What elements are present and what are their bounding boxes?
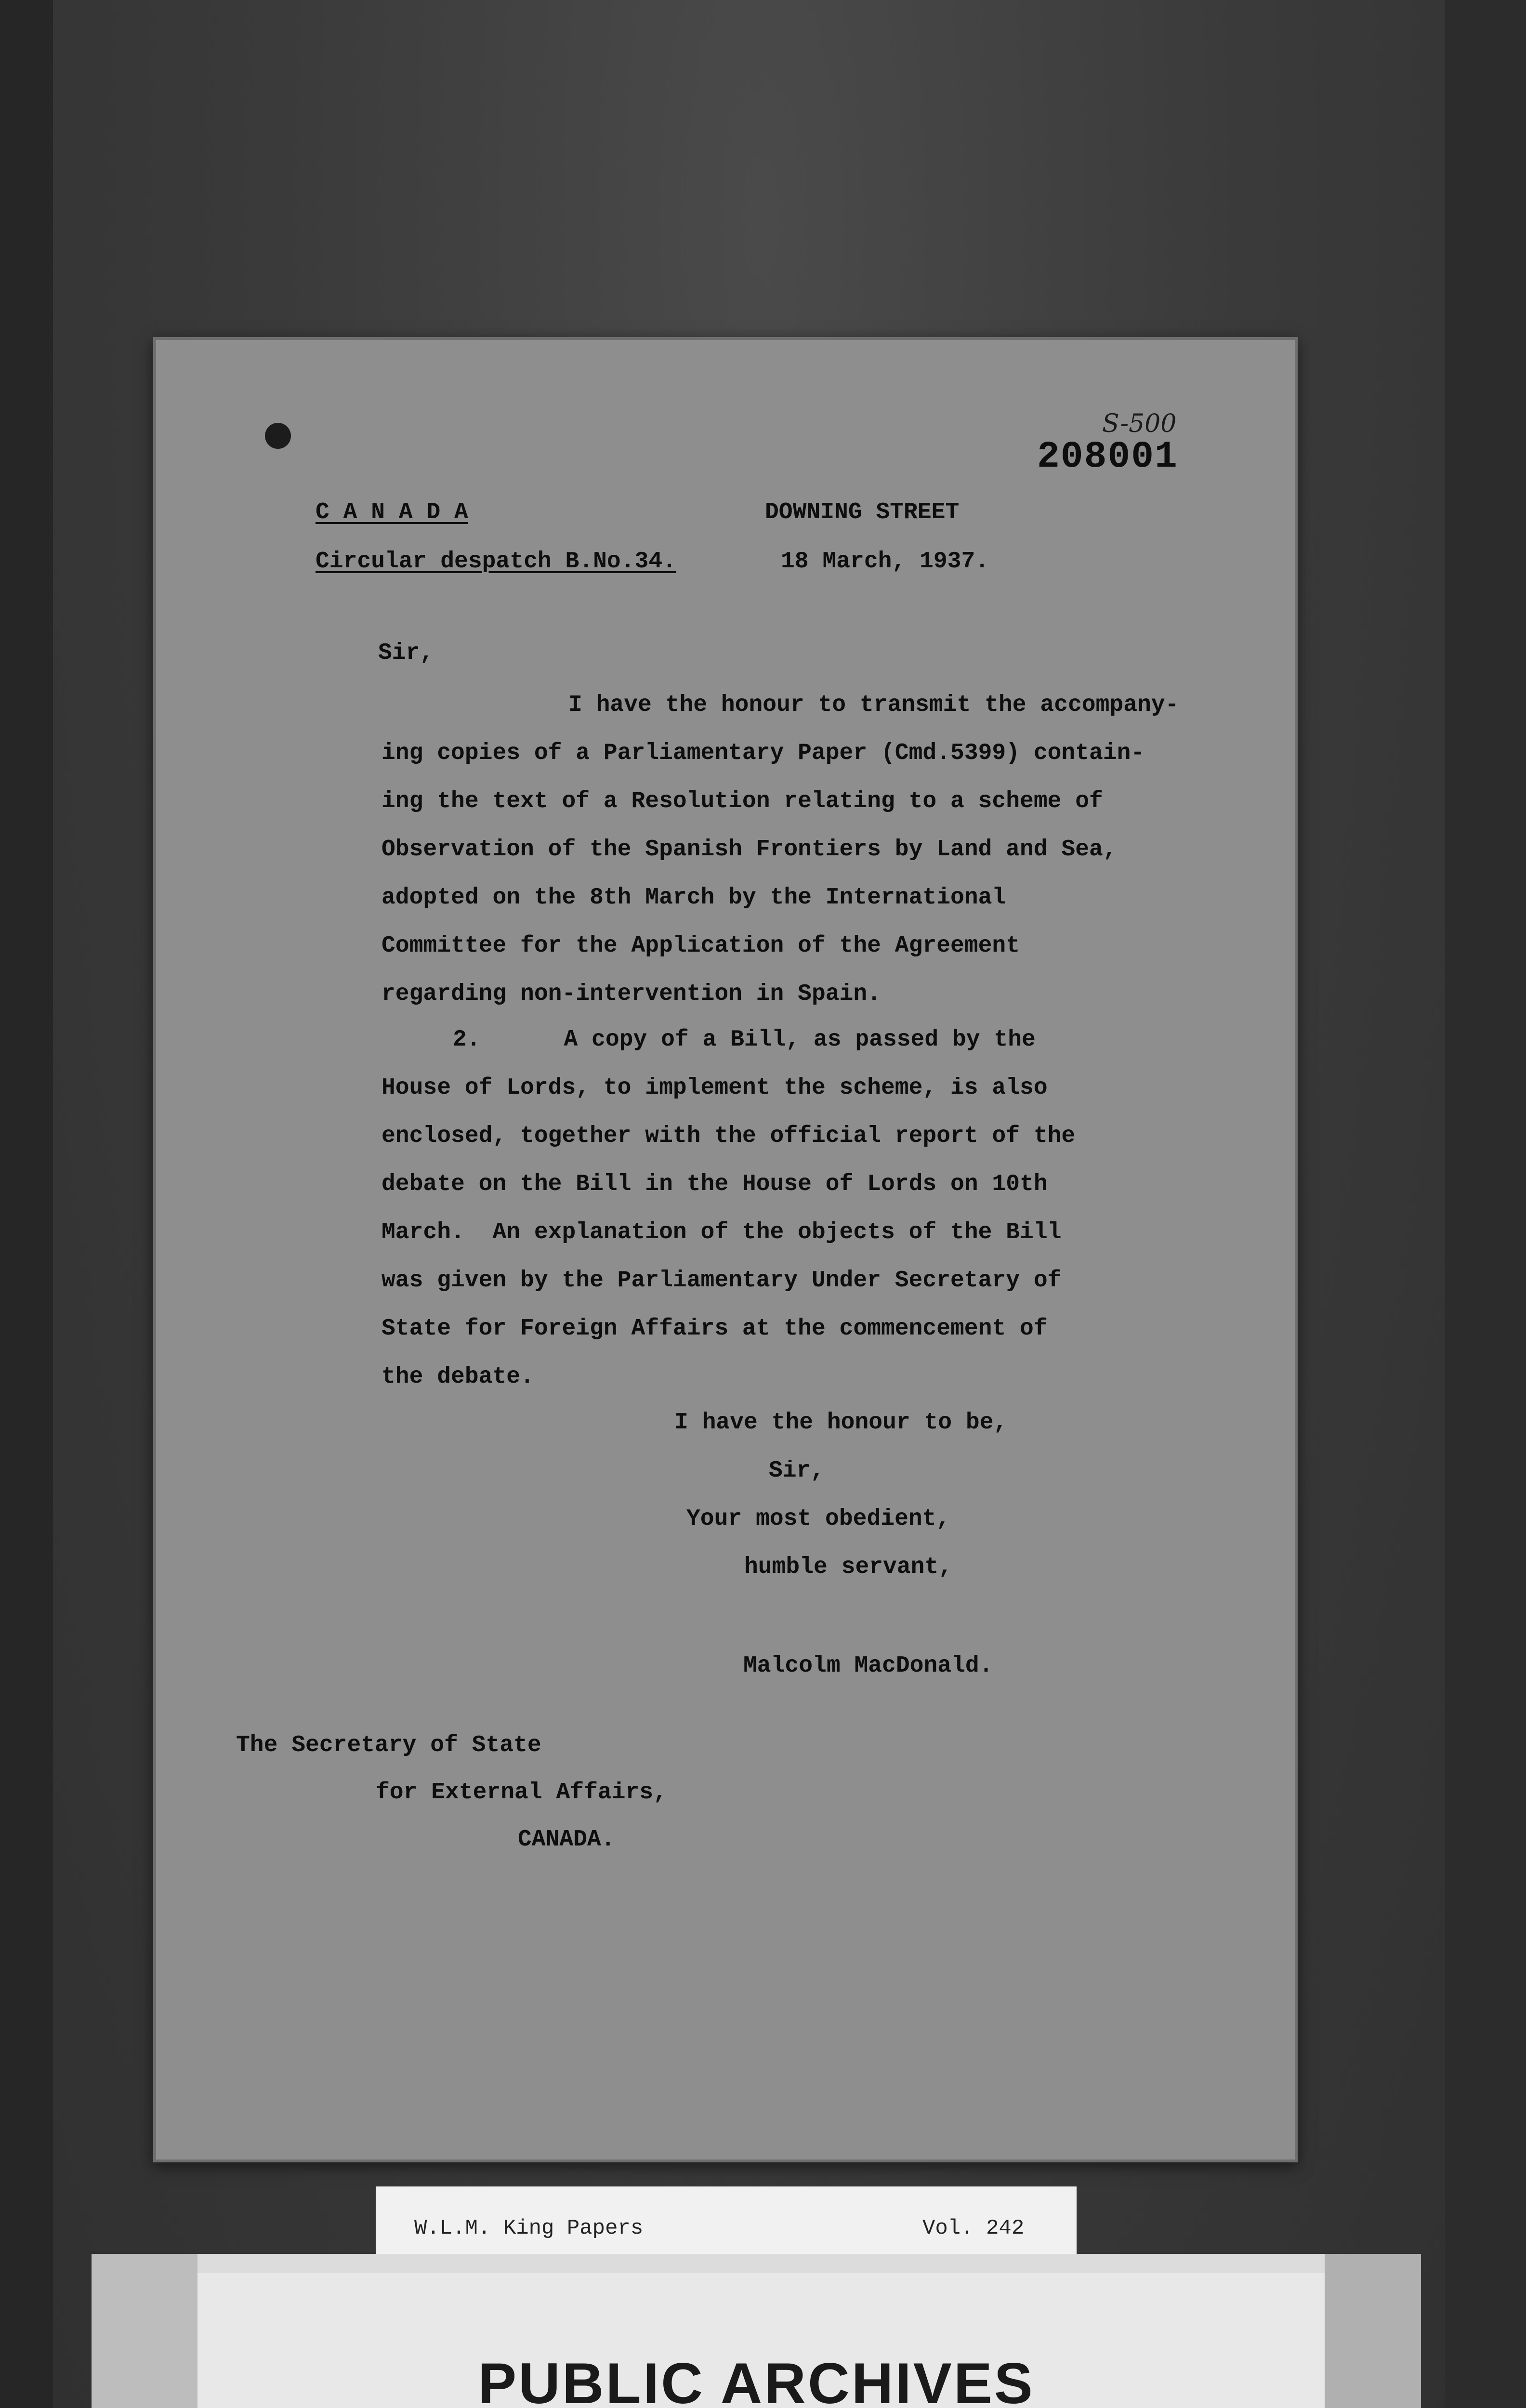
body-line: adopted on the 8th March by the International bbox=[382, 885, 1006, 911]
header-date: 18 March, 1937. bbox=[781, 549, 989, 575]
film-border-left bbox=[0, 0, 53, 2408]
address-line: for External Affairs, bbox=[376, 1780, 667, 1806]
body-line: I have the honour to transmit the accompany- bbox=[568, 692, 1179, 718]
signature: Malcolm MacDonald. bbox=[743, 1653, 993, 1679]
stamp-line-english: PUBLIC ARCHIVES bbox=[478, 2351, 1035, 2408]
body-line: ing copies of a Parliamentary Paper (Cmd.5399) contain- bbox=[382, 740, 1145, 766]
film-border-right bbox=[1445, 0, 1526, 2408]
body-line: the debate. bbox=[382, 1364, 534, 1390]
closing-line: Your most obedient, bbox=[686, 1506, 950, 1532]
closing-line: I have the honour to be, bbox=[674, 1410, 1008, 1436]
body-line: State for Foreign Affairs at the commencement of bbox=[382, 1316, 1048, 1342]
body-line: enclosed, together with the official report of the bbox=[382, 1123, 1076, 1149]
body-line: was given by the Parliamentary Under Secretary of bbox=[382, 1268, 1062, 1294]
body-line: Observation of the Spanish Frontiers by Land and Sea, bbox=[382, 837, 1117, 863]
header-office: DOWNING STREET bbox=[765, 499, 960, 525]
document-number: 208001 bbox=[1037, 436, 1178, 478]
punch-hole bbox=[265, 423, 291, 449]
collection-name: W.L.M. King Papers bbox=[414, 2216, 644, 2240]
letter-page bbox=[153, 337, 1298, 2162]
body-line: House of Lords, to implement the scheme, is also bbox=[382, 1075, 1048, 1101]
header-country: C A N A D A bbox=[316, 499, 468, 525]
closing-line: Sir, bbox=[769, 1458, 825, 1484]
body-line: debate on the Bill in the House of Lords on 10th bbox=[382, 1171, 1048, 1197]
volume-number: Vol. 242 bbox=[922, 2216, 1025, 2240]
handwritten-annotation: S-500 bbox=[1102, 409, 1177, 438]
address-line: The Secretary of State bbox=[236, 1732, 541, 1758]
header-despatch: Circular despatch B.No.34. bbox=[316, 549, 676, 575]
archives-stamp bbox=[92, 2254, 1421, 2408]
salutation: Sir, bbox=[378, 640, 434, 666]
closing-line: humble servant, bbox=[744, 1554, 953, 1580]
body-line: March. An explanation of the objects of the Bill bbox=[382, 1219, 1062, 1245]
address-line: CANADA. bbox=[518, 1827, 615, 1853]
body-line: Committee for the Application of the Agreement bbox=[382, 933, 1020, 959]
body-line: 2. A copy of a Bill, as passed by the bbox=[453, 1027, 1036, 1053]
body-line: ing the text of a Resolution relating to a scheme of bbox=[382, 788, 1103, 814]
body-line: regarding non-intervention in Spain. bbox=[382, 981, 881, 1007]
